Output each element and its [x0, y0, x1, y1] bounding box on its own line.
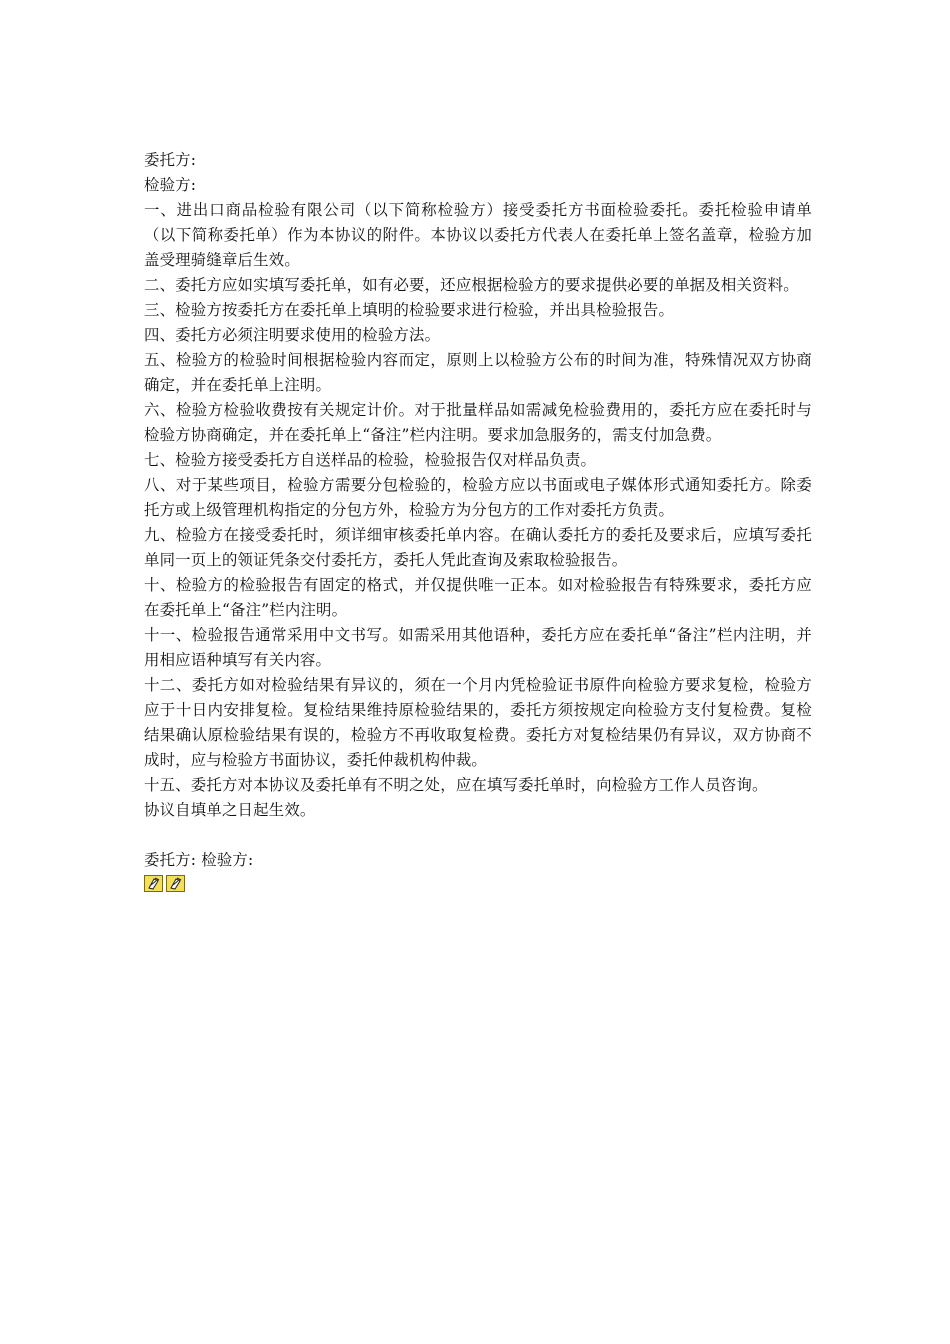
clause-8: 八、对于某些项目，检验方需要分包检验的，检验方应以书面或电子媒体形式通知委托方。除委托方或上级管理机构指定的分包方外，检验方为分包方的工作对委托方负责。: [144, 476, 812, 519]
object-icon[interactable]: [144, 875, 163, 892]
document-body: [144, 148, 812, 893]
clause-6: 六、检验方检验收费按有关规定计价。对于批量样品如需减免检验费用的，委托方应在委托时与检验方协商确定，并在委托单上“备注”栏内注明。要求加急服务的，需支付加急费。: [144, 401, 812, 444]
object-icon[interactable]: [166, 875, 185, 892]
clause-5: 五、检验方的检验时间根据检验内容而定，原则上以检验方公布的时间为准，特殊情况双方协商确定，并在委托单上注明。: [144, 351, 812, 394]
inspector-label: 检验方:: [144, 176, 197, 194]
clause-12: 十二、委托方如对检验结果有异议的，须在一个月内凭检验证书原件向检验方要求复检，检验方应于十日内安排复检。复检结果维持原检验结果的，委托方须按规定向检验方支付复检费。复检结果确认原检验结果有误的，检验方不再收取复检费。委托方对复检结果仍有异议，双方协商不成时，应与检验方书面协议，委托仲裁机构仲裁。: [144, 676, 812, 769]
clause-1: 一、进出口商品检验有限公司（以下简称检验方）接受委托方书面检验委托。委托检验申请单（以下简称委托单）作为本协议的附件。本协议以委托方代表人在委托单上签名盖章，检验方加盖受理骑缝章后生效。: [144, 201, 812, 269]
client-label: 委托方:: [144, 151, 197, 169]
clause-3: 三、检验方按委托方在委托单上填明的检验要求进行检验，并出具检验报告。: [144, 301, 675, 319]
clause-11: 十一、检验报告通常采用中文书写。如需采用其他语种，委托方应在委托单“备注”栏内注明，并用相应语种填写有关内容。: [144, 626, 812, 669]
clause-4: 四、委托方必须注明要求使用的检验方法。: [144, 326, 441, 344]
clause-7: 七、检验方接受委托方自送样品的检验，检验报告仅对样品负责。: [144, 451, 597, 469]
blank-line: [144, 823, 812, 848]
clause-2: 二、委托方应如实填写委托单，如有必要，还应根据检验方的要求提供必要的单据及相关资料。: [144, 276, 799, 294]
clause-10: 十、检验方的检验报告有固定的格式，并仅提供唯一正本。如对检验报告有特殊要求，委托方应在委托单上“备注”栏内注明。: [144, 576, 812, 619]
clause-15: 十五、委托方对本协议及委托单有不明之处，应在填写委托单时，向检验方工作人员咨询。: [144, 776, 768, 794]
effective-clause: 协议自填单之日起生效。: [144, 801, 316, 819]
signature-line: 委托方: 检验方:: [144, 851, 254, 869]
embedded-objects: [144, 873, 812, 893]
clause-9: 九、检验方在接受委托时，须详细审核委托单内容。在确认委托方的委托及要求后，应填写委托单同一页上的领证凭条交付委托方，委托人凭此查询及索取检验报告。: [144, 526, 812, 569]
